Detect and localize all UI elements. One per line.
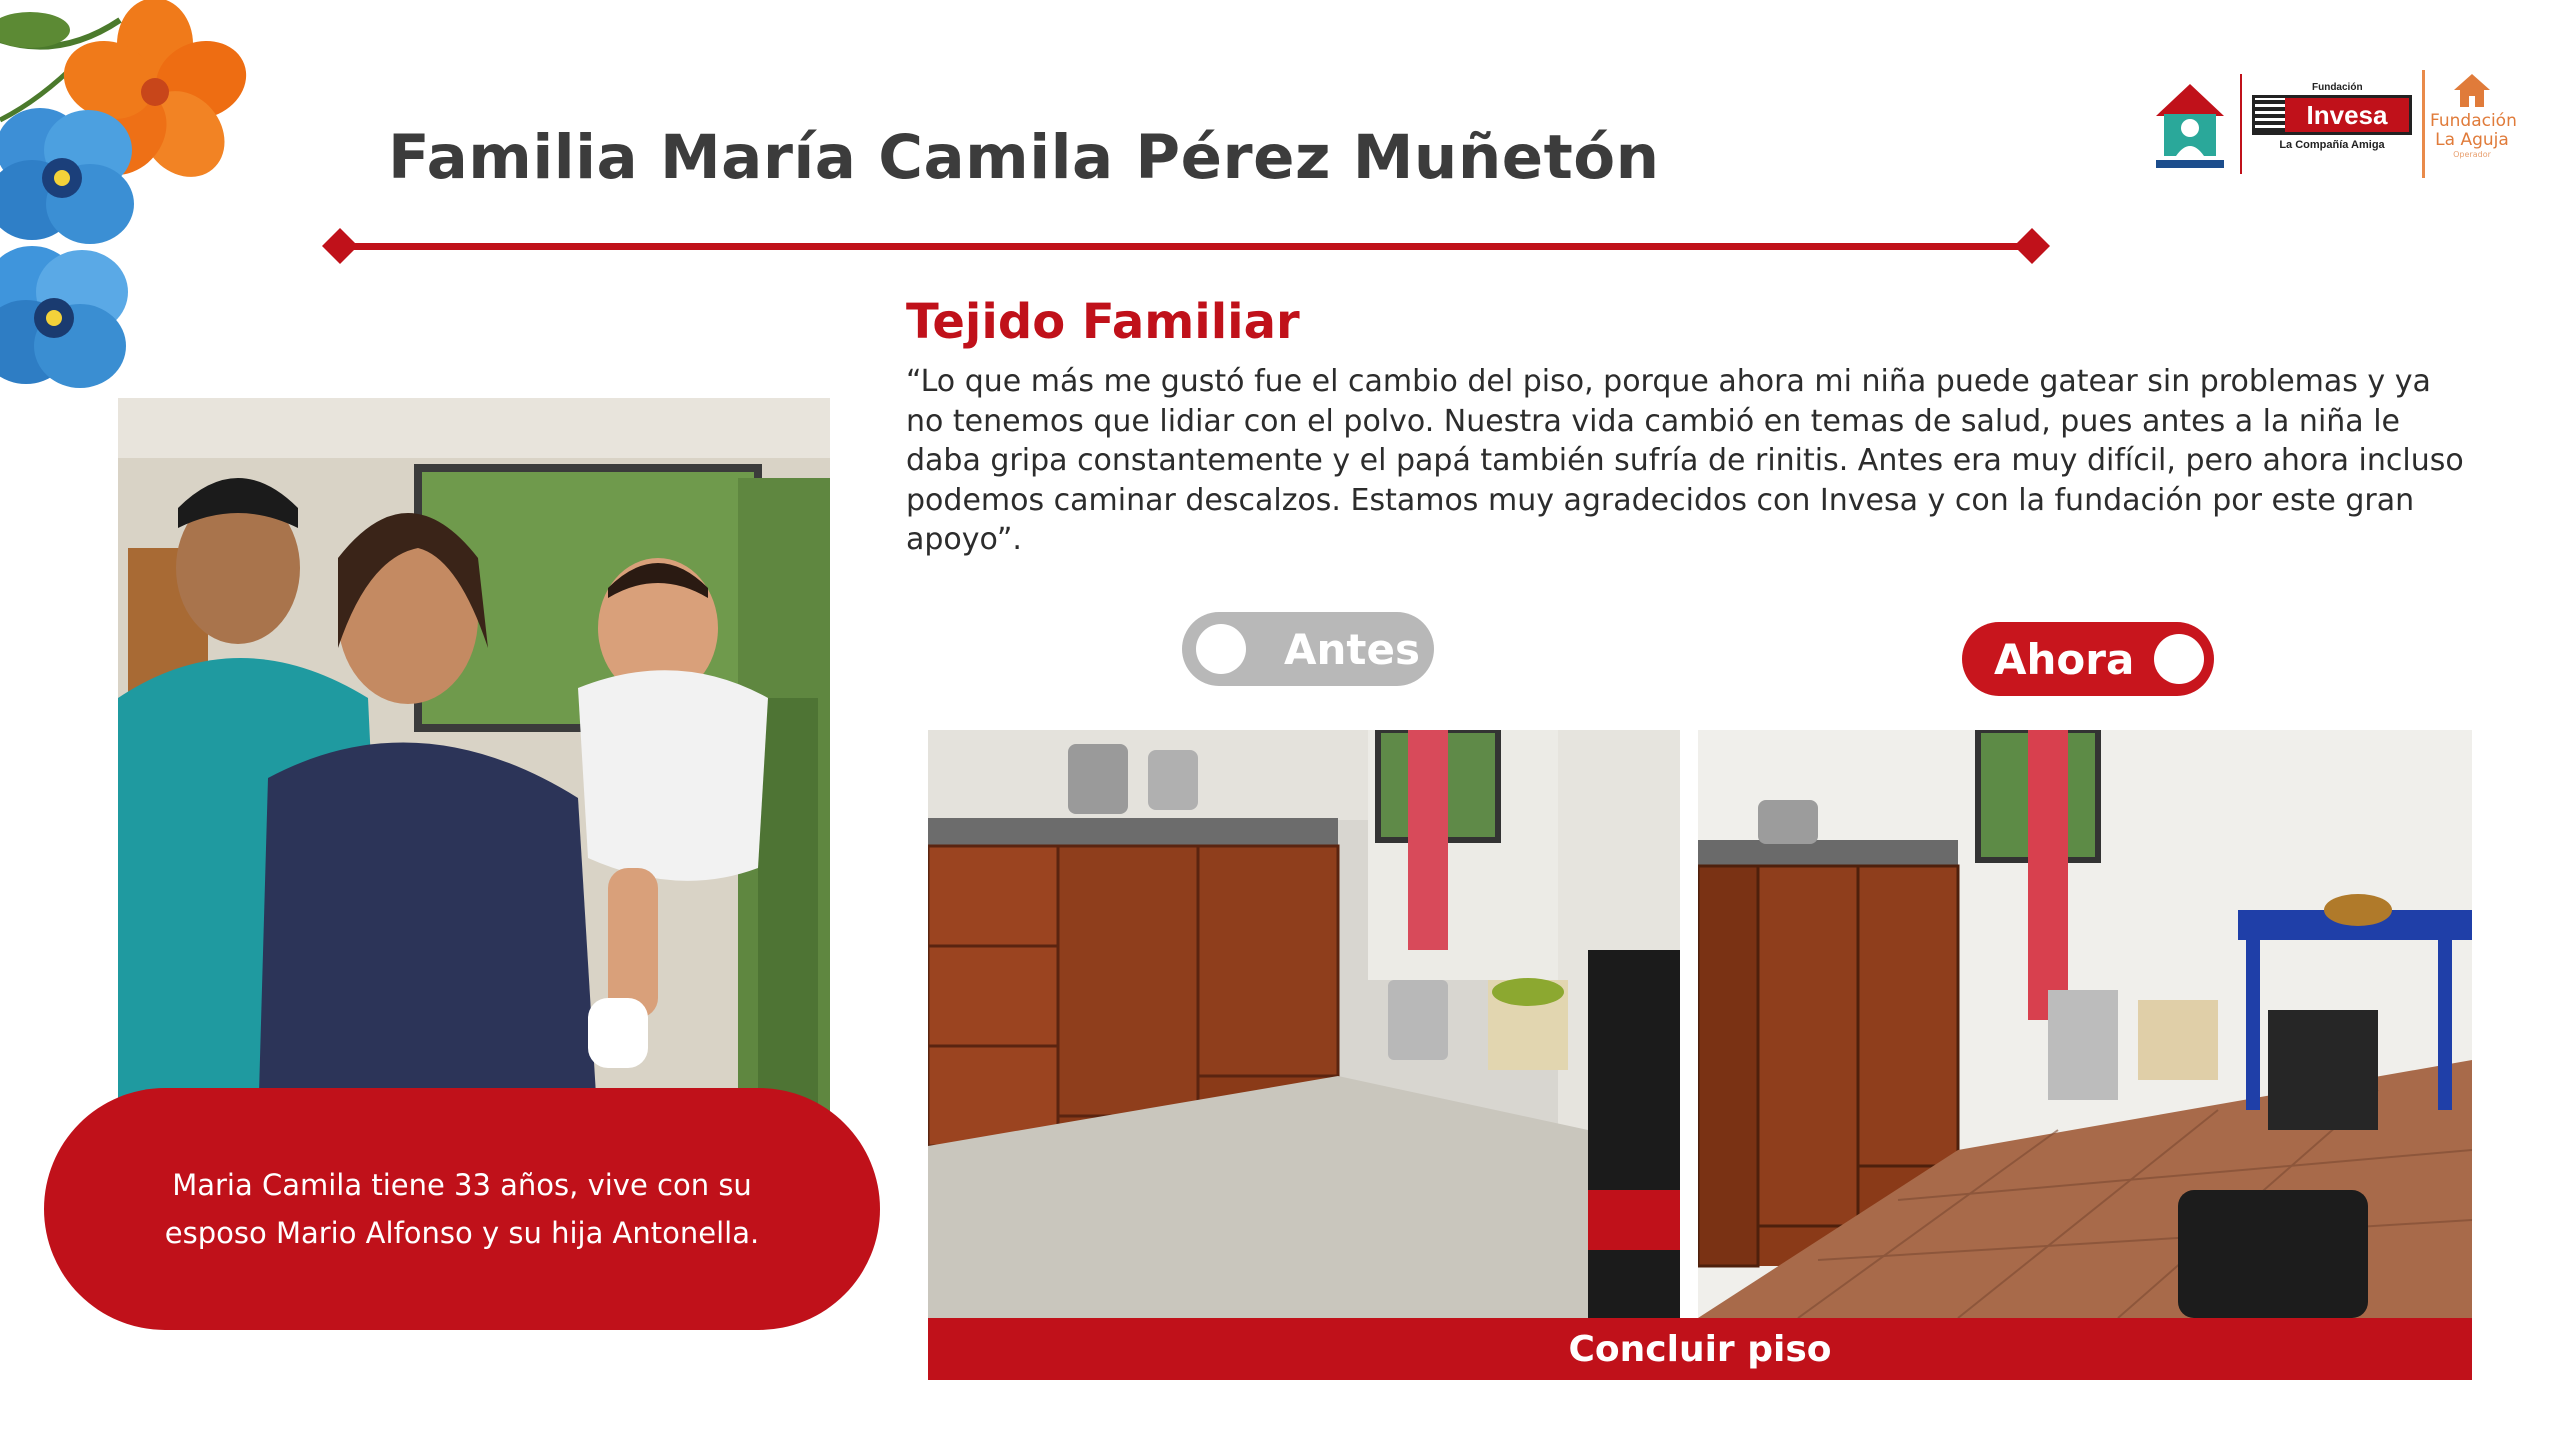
before-toggle-label: Antes	[1284, 624, 1420, 674]
title-divider	[322, 240, 2050, 252]
family-photo	[118, 398, 830, 1128]
testimonial-quote: “Lo que más me gustó fue el cambio del piso, porque ahora mi niña puede gatear sin problemas y ya no tenemos que lidiar con el polvo. Nuestra vida cambió en temas de salud, pues antes a la niña le daba gripa constantemente y el papá también sufría de rinitis. Antes era muy difícil, pero ahora incluso podemos caminar descalzos. Estamos muy agradecidos con Invesa y con la fundación por este gran apoyo”.	[906, 364, 2464, 557]
section-heading: Tejido Familiar	[906, 294, 1300, 350]
la-aguja-house-icon	[2452, 72, 2492, 108]
house-logo-icon	[2150, 80, 2230, 172]
la-aguja-sub: Operador	[2453, 150, 2491, 159]
la-aguja-line2: La Aguja	[2435, 130, 2509, 150]
page-title: Familia María Camila Pérez Muñetón	[388, 122, 1660, 193]
before-toggle[interactable]	[1182, 612, 1434, 686]
footer-caption-text: Concluir piso	[1568, 1328, 1832, 1370]
family-caption-text: Maria Camila tiene 33 años, vive con su esposo Mario Alfonso y su hija Antonella.	[164, 1168, 760, 1250]
invesa-prefix: Fundación	[2312, 82, 2363, 93]
after-toggle[interactable]	[1962, 622, 2214, 696]
la-aguja-line1: Fundación	[2430, 111, 2517, 131]
before-toggle-knob	[1196, 624, 1246, 674]
family-caption	[44, 1088, 880, 1330]
after-photo	[1698, 730, 2472, 1318]
footer-caption	[928, 1318, 2472, 1380]
before-photo	[928, 730, 1680, 1318]
invesa-logo-text: Invesa	[2285, 98, 2409, 132]
invesa-tagline: La Compañía Amiga	[2279, 139, 2385, 151]
after-toggle-label: Ahora	[1994, 634, 2135, 684]
flower-decoration	[0, 0, 260, 420]
sponsor-logos	[2140, 64, 2517, 184]
after-toggle-knob	[2154, 634, 2204, 684]
